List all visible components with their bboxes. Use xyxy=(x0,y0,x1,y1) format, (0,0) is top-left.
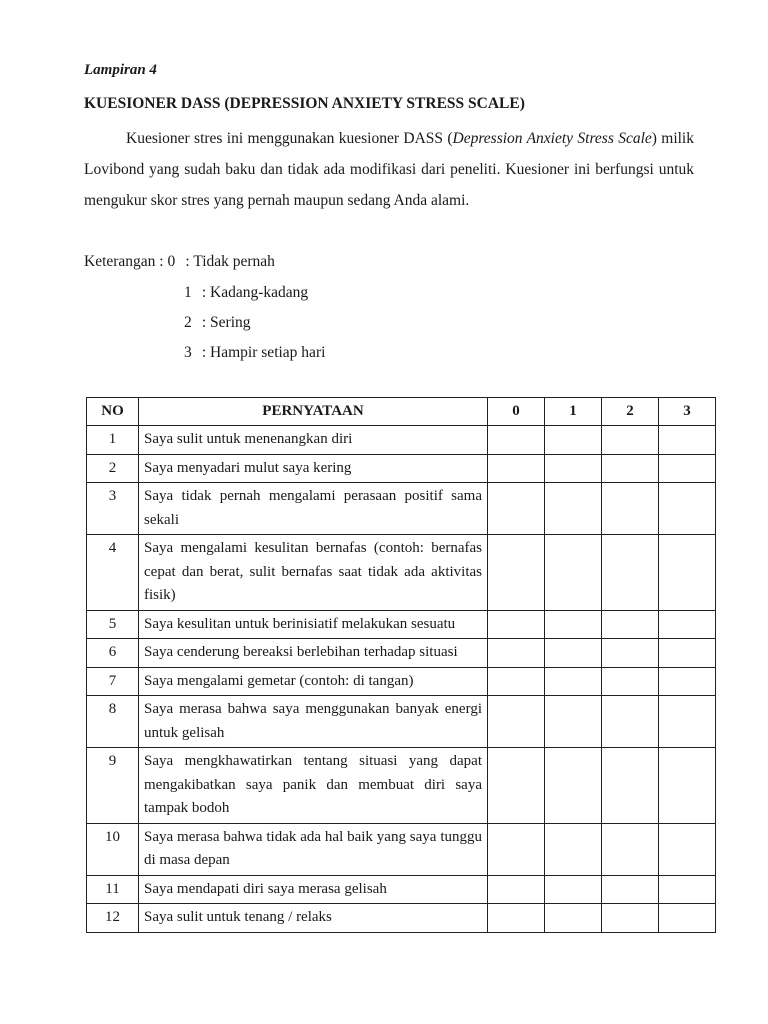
answer-cell-score-0[interactable] xyxy=(488,696,545,748)
legend-code: 2 xyxy=(184,314,192,331)
legend-line-1 xyxy=(184,284,308,302)
table-row xyxy=(87,667,716,696)
row-number: 4 xyxy=(87,535,139,611)
questionnaire-table xyxy=(86,397,716,933)
answer-cell-score-2[interactable] xyxy=(602,823,659,875)
row-statement: Saya merasa bahwa tidak ada hal baik yang saya tunggu di masa depan xyxy=(139,823,488,875)
answer-cell-score-0[interactable] xyxy=(488,639,545,668)
answer-cell-score-2[interactable] xyxy=(602,426,659,455)
row-statement: Saya kesulitan untuk berinisiatif melakukan sesuatu xyxy=(139,610,488,639)
answer-cell-score-3[interactable] xyxy=(659,823,716,875)
legend-text: : Hampir setiap hari xyxy=(201,344,326,361)
row-number: 10 xyxy=(87,823,139,875)
legend-code: 1 xyxy=(184,284,192,301)
answer-cell-score-1[interactable] xyxy=(545,535,602,611)
row-statement: Saya sulit untuk menenangkan diri xyxy=(139,426,488,455)
table-row xyxy=(87,610,716,639)
answer-cell-score-2[interactable] xyxy=(602,875,659,904)
answer-cell-score-2[interactable] xyxy=(602,639,659,668)
answer-cell-score-3[interactable] xyxy=(659,426,716,455)
answer-cell-score-3[interactable] xyxy=(659,875,716,904)
table-row xyxy=(87,875,716,904)
row-number: 11 xyxy=(87,875,139,904)
legend-label: Keterangan : xyxy=(84,253,164,270)
header-score-2: 2 xyxy=(602,398,659,426)
row-statement: Saya cenderung bereaksi berlebihan terhadap situasi xyxy=(139,639,488,668)
row-number: 8 xyxy=(87,696,139,748)
answer-cell-score-3[interactable] xyxy=(659,610,716,639)
answer-cell-score-2[interactable] xyxy=(602,748,659,824)
table-row xyxy=(87,904,716,933)
answer-cell-score-1[interactable] xyxy=(545,875,602,904)
answer-cell-score-1[interactable] xyxy=(545,483,602,535)
table-row xyxy=(87,535,716,611)
header-statement: PERNYATAAN xyxy=(139,398,488,426)
intro-text-italic: Depression Anxiety Stress Scale xyxy=(452,130,652,147)
answer-cell-score-3[interactable] xyxy=(659,904,716,933)
answer-cell-score-0[interactable] xyxy=(488,904,545,933)
answer-cell-score-1[interactable] xyxy=(545,610,602,639)
row-number: 9 xyxy=(87,748,139,824)
intro-text-start: Kuesioner stres ini menggunakan kuesioner DASS ( xyxy=(126,130,453,147)
answer-cell-score-3[interactable] xyxy=(659,696,716,748)
answer-cell-score-2[interactable] xyxy=(602,535,659,611)
answer-cell-score-0[interactable] xyxy=(488,610,545,639)
row-statement: Saya mengalami gemetar (contoh: di tangan) xyxy=(139,667,488,696)
legend-code: 0 xyxy=(167,253,176,270)
legend-text: : Sering xyxy=(201,314,251,331)
answer-cell-score-2[interactable] xyxy=(602,696,659,748)
answer-cell-score-1[interactable] xyxy=(545,696,602,748)
header-score-3: 3 xyxy=(659,398,716,426)
legend-text: : Kadang-kadang xyxy=(201,284,309,301)
appendix-label: Lampiran 4 xyxy=(84,62,157,78)
answer-cell-score-3[interactable] xyxy=(659,667,716,696)
table-row xyxy=(87,426,716,455)
answer-cell-score-0[interactable] xyxy=(488,426,545,455)
intro-text-end: ) milik Lovibond yang sudah baku dan tidak ada modifikasi dari peneliti. Kuesioner ini berfungsi untuk mengukur skor stres yang pernah maupun sedang Anda alami. xyxy=(84,130,694,209)
row-number: 6 xyxy=(87,639,139,668)
table-row xyxy=(87,748,716,824)
row-number: 1 xyxy=(87,426,139,455)
table-row xyxy=(87,483,716,535)
table-row xyxy=(87,639,716,668)
answer-cell-score-1[interactable] xyxy=(545,667,602,696)
row-statement: Saya sulit untuk tenang / relaks xyxy=(139,904,488,933)
answer-cell-score-1[interactable] xyxy=(545,904,602,933)
document-title: KUESIONER DASS (DEPRESSION ANXIETY STRESS SCALE) xyxy=(84,95,525,112)
row-statement: Saya mengkhawatirkan tentang situasi yang dapat mengakibatkan saya panik dan membuat diri saya tampak bodoh xyxy=(139,748,488,824)
answer-cell-score-2[interactable] xyxy=(602,904,659,933)
table-row xyxy=(87,696,716,748)
row-number: 2 xyxy=(87,454,139,483)
answer-cell-score-3[interactable] xyxy=(659,454,716,483)
row-statement: Saya tidak pernah mengalami perasaan positif sama sekali xyxy=(139,483,488,535)
answer-cell-score-1[interactable] xyxy=(545,639,602,668)
answer-cell-score-2[interactable] xyxy=(602,454,659,483)
table-row xyxy=(87,823,716,875)
answer-cell-score-2[interactable] xyxy=(602,610,659,639)
answer-cell-score-2[interactable] xyxy=(602,483,659,535)
answer-cell-score-3[interactable] xyxy=(659,535,716,611)
answer-cell-score-0[interactable] xyxy=(488,483,545,535)
row-statement: Saya menyadari mulut saya kering xyxy=(139,454,488,483)
answer-cell-score-1[interactable] xyxy=(545,748,602,824)
row-number: 3 xyxy=(87,483,139,535)
legend-line-3 xyxy=(184,344,325,362)
answer-cell-score-0[interactable] xyxy=(488,535,545,611)
answer-cell-score-3[interactable] xyxy=(659,483,716,535)
table-header-row xyxy=(87,398,716,426)
answer-cell-score-0[interactable] xyxy=(488,454,545,483)
answer-cell-score-3[interactable] xyxy=(659,748,716,824)
answer-cell-score-3[interactable] xyxy=(659,639,716,668)
row-number: 7 xyxy=(87,667,139,696)
intro-paragraph xyxy=(84,123,694,216)
row-number: 5 xyxy=(87,610,139,639)
header-score-0: 0 xyxy=(488,398,545,426)
header-score-1: 1 xyxy=(545,398,602,426)
row-statement: Saya mendapati diri saya merasa gelisah xyxy=(139,875,488,904)
row-statement: Saya mengalami kesulitan bernafas (contoh: bernafas cepat dan berat, sulit bernafas saat tidak ada aktivitas fisik) xyxy=(139,535,488,611)
legend-text: : Tidak pernah xyxy=(185,253,275,270)
answer-cell-score-0[interactable] xyxy=(488,875,545,904)
legend-line-2 xyxy=(184,314,251,332)
header-no: NO xyxy=(87,398,139,426)
answer-cell-score-1[interactable] xyxy=(545,823,602,875)
answer-cell-score-0[interactable] xyxy=(488,823,545,875)
legend-code: 3 xyxy=(184,344,192,361)
answer-cell-score-1[interactable] xyxy=(545,426,602,455)
answer-cell-score-1[interactable] xyxy=(545,454,602,483)
answer-cell-score-0[interactable] xyxy=(488,748,545,824)
answer-cell-score-0[interactable] xyxy=(488,667,545,696)
table-row xyxy=(87,454,716,483)
row-statement: Saya merasa bahwa saya menggunakan banyak energi untuk gelisah xyxy=(139,696,488,748)
row-number: 12 xyxy=(87,904,139,933)
answer-cell-score-2[interactable] xyxy=(602,667,659,696)
legend-line-0 xyxy=(84,253,275,271)
